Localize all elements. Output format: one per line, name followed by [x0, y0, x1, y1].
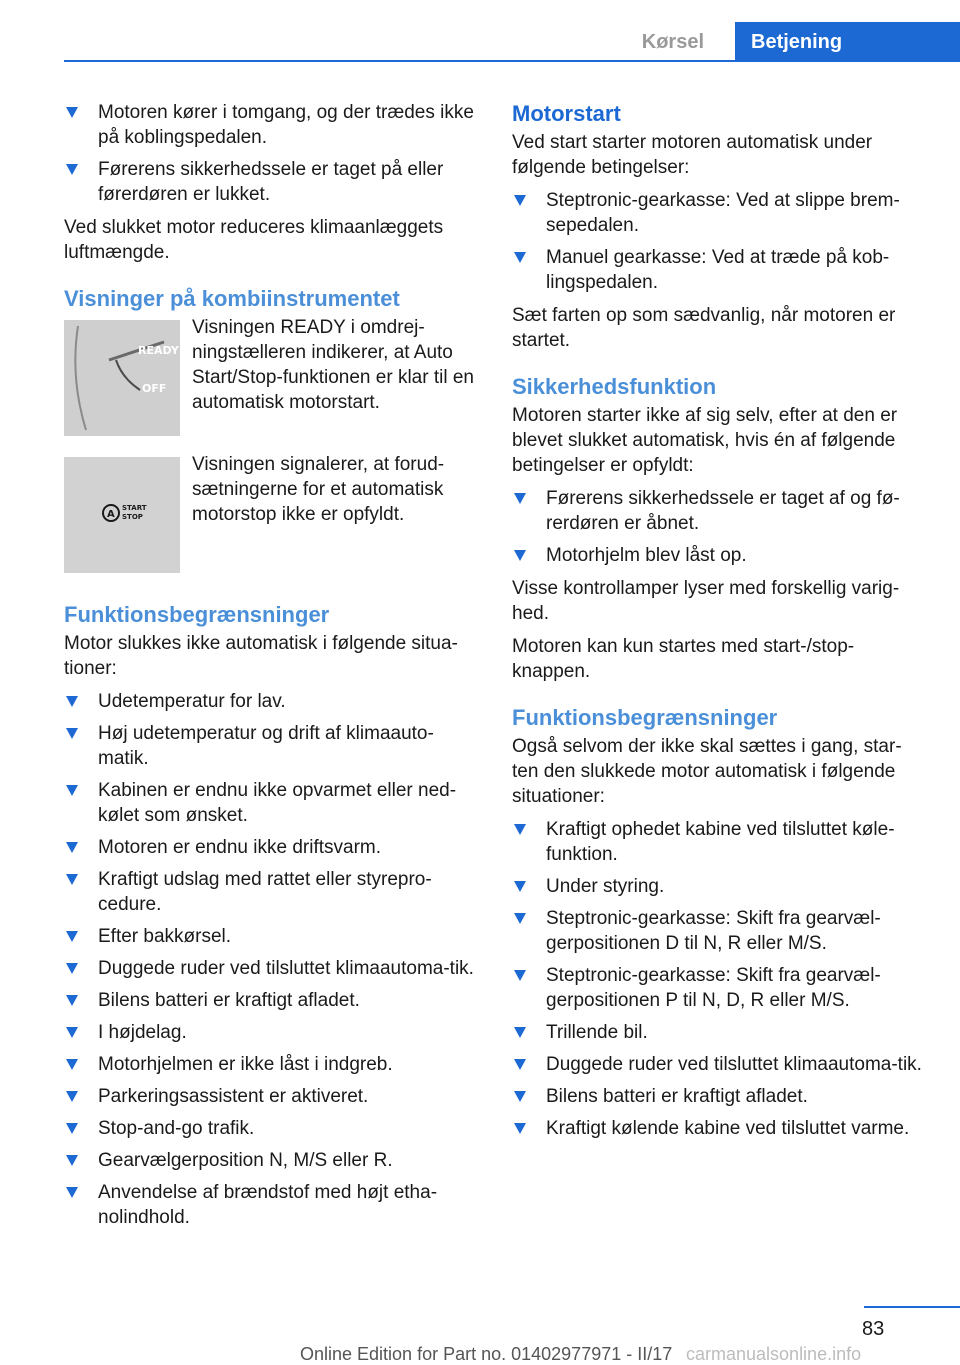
list-item: Steptronic-gearkasse: Ved at slippe brem‐sepedalen.: [512, 188, 922, 238]
triangle-bullet-icon: [66, 785, 78, 796]
list-item: Kraftigt udslag med rattet eller styrepro‐cedure.: [64, 867, 480, 917]
paragraph-faet: Sæt farten op som sædvanlig, når motoren er startet.: [512, 305, 896, 351]
paragraph-funk2: Også selvom der ikke skal sættes i gang, star‐ten den slukkede motor automatisk i følgende situationer:: [512, 736, 902, 807]
list-item: Duggede ruder ved tilsluttet klimaautoma‐tik.: [64, 956, 480, 981]
sikker-bullet-list: [512, 486, 922, 568]
page-header: [0, 0, 960, 62]
triangle-bullet-icon: [514, 252, 526, 263]
footer-rule: [864, 1306, 960, 1308]
list-item: Kabinen er endnu ikke opvarmet eller ned‐kølet som ønsket.: [64, 778, 480, 828]
figure-ready-text: Visningen READY i omdrej‐ningstælleren indikerer, at Auto Start/Stop-funktionen er klar til en automatisk motorstart.: [192, 317, 474, 413]
figure-start-stop-text: Visningen signalerer, at forud‐sætningerne for et automatisk motorstop ikke er opfyldt.: [192, 454, 445, 525]
triangle-bullet-icon: [514, 970, 526, 981]
figure-ready: [64, 315, 480, 436]
triangle-bullet-icon: [514, 1123, 526, 1134]
list-item: Motorhjelm blev låst op.: [512, 543, 922, 568]
triangle-bullet-icon: [66, 1187, 78, 1198]
triangle-bullet-icon: [66, 1155, 78, 1166]
funk-bullet-list: [64, 689, 480, 1230]
triangle-bullet-icon: [514, 881, 526, 892]
list-item: Førerens sikkerhedssele er taget af og fø‐rerdøren er åbnet.: [512, 486, 922, 536]
triangle-bullet-icon: [514, 1091, 526, 1102]
stop-label: STOP: [122, 513, 143, 521]
list-item: Kraftigt kølende kabine ved tilsluttet varme.: [512, 1116, 922, 1141]
list-item: Trillende bil.: [512, 1020, 922, 1045]
edition-footer: Online Edition for Part no. 01402977971 - II/17: [300, 1344, 673, 1364]
list-item: Under styring.: [512, 874, 922, 899]
header-rule: [64, 60, 960, 62]
right-column: [512, 100, 922, 1149]
list-item: Motoren kører i tomgang, og der trædes ikke på koblingspedalen.: [64, 100, 480, 150]
page-number: 83: [862, 1318, 885, 1340]
triangle-bullet-icon: [66, 1123, 78, 1134]
paragraph-klima: Ved slukket motor reduceres klimaanlæggets luftmængde.: [64, 217, 444, 263]
paragraph-kontrol: Visse kontrollamper lyser med forskellig varig‐hed.: [512, 578, 900, 624]
list-item: Gearvælgerposition N, M/S eller R.: [64, 1148, 480, 1173]
list-item: Steptronic-gearkasse: Skift fra gearvæl‐gerpositionen P til N, D, R eller M/S.: [512, 963, 922, 1013]
triangle-bullet-icon: [66, 995, 78, 1006]
paragraph-knap: Motoren kan kun startes med start-/stop-knappen.: [512, 636, 855, 682]
triangle-bullet-icon: [514, 913, 526, 924]
triangle-bullet-icon: [66, 1059, 78, 1070]
list-item: Parkeringsassistent er aktiveret.: [64, 1084, 480, 1109]
list-item: Bilens batteri er kraftigt afladet.: [64, 988, 480, 1013]
list-item: Anvendelse af brændstof med højt etha‐nolindhold.: [64, 1180, 480, 1230]
start-label: START: [122, 504, 147, 512]
list-item: Høj udetemperatur og drift af klimaauto‐matik.: [64, 721, 480, 771]
start-stop-indicator-image: [64, 457, 180, 573]
off-label: OFF: [142, 382, 167, 395]
triangle-bullet-icon: [66, 164, 78, 175]
heading-sikkerhedsfunktion: Sikkerhedsfunktion: [512, 374, 717, 399]
triangle-bullet-icon: [514, 550, 526, 561]
tachometer-icon: [64, 320, 180, 436]
list-item: Kraftigt ophedet kabine ved tilsluttet køle‐funktion.: [512, 817, 922, 867]
list-item: Førerens sikkerhedssele er taget på eller førerdøren er lukket.: [64, 157, 480, 207]
triangle-bullet-icon: [66, 963, 78, 974]
figure-start-stop: [64, 452, 480, 573]
triangle-bullet-icon: [66, 1091, 78, 1102]
svg-text:A: A: [107, 509, 115, 520]
triangle-bullet-icon: [514, 1059, 526, 1070]
heading-funktionsbegraensninger: Funktionsbegrænsninger: [64, 602, 330, 627]
section-tab-korsel[interactable]: Kørsel: [641, 31, 704, 53]
list-item: Motoren er endnu ikke driftsvarm.: [64, 835, 480, 860]
triangle-bullet-icon: [514, 1027, 526, 1038]
motorstart-bullet-list: [512, 188, 922, 295]
section-tab-betjening[interactable]: Betjening: [735, 22, 960, 60]
list-item: Duggede ruder ved tilsluttet klimaautoma‐tik.: [512, 1052, 922, 1077]
paragraph-funk: Motor slukkes ikke automatisk i følgende situa‐tioner:: [64, 633, 458, 679]
ready-label: READY: [138, 344, 179, 357]
list-item: Motorhjelmen er ikke låst i indgreb.: [64, 1052, 480, 1077]
list-item: Udetemperatur for lav.: [64, 689, 480, 714]
ready-gauge-image: [64, 320, 180, 436]
triangle-bullet-icon: [66, 1027, 78, 1038]
list-item: Efter bakkørsel.: [64, 924, 480, 949]
heading-funktionsbegraensninger-2: Funktionsbegrænsninger: [512, 705, 778, 730]
list-item: I højdelag.: [64, 1020, 480, 1045]
triangle-bullet-icon: [66, 931, 78, 942]
list-item: Stop-and-go trafik.: [64, 1116, 480, 1141]
top-bullet-list: [64, 100, 480, 207]
auto-start-stop-icon: [64, 457, 180, 573]
heading-motorstart: Motorstart: [512, 101, 621, 126]
triangle-bullet-icon: [66, 728, 78, 739]
triangle-bullet-icon: [514, 493, 526, 504]
watermark: carmanualsonline.info: [686, 1344, 862, 1364]
triangle-bullet-icon: [66, 107, 78, 118]
triangle-bullet-icon: [66, 842, 78, 853]
paragraph-motorstart: Ved start starter motoren automatisk under følgende betingelser:: [512, 132, 873, 178]
list-item: Manuel gearkasse: Ved at træde på kob‐lingspedalen.: [512, 245, 922, 295]
triangle-bullet-icon: [66, 874, 78, 885]
left-column: [64, 100, 480, 1238]
list-item: Steptronic-gearkasse: Skift fra gearvæl‐gerpositionen D til N, R eller M/S.: [512, 906, 922, 956]
triangle-bullet-icon: [514, 195, 526, 206]
paragraph-sikker: Motoren starter ikke af sig selv, efter at den er blevet slukket automatisk, hvis én af følgende betingelser er opfyldt:: [512, 405, 898, 476]
triangle-bullet-icon: [514, 824, 526, 835]
list-item: Bilens batteri er kraftigt afladet.: [512, 1084, 922, 1109]
triangle-bullet-icon: [66, 696, 78, 707]
funk2-bullet-list: [512, 817, 922, 1141]
heading-visninger: Visninger på kombiinstrumentet: [64, 286, 400, 311]
